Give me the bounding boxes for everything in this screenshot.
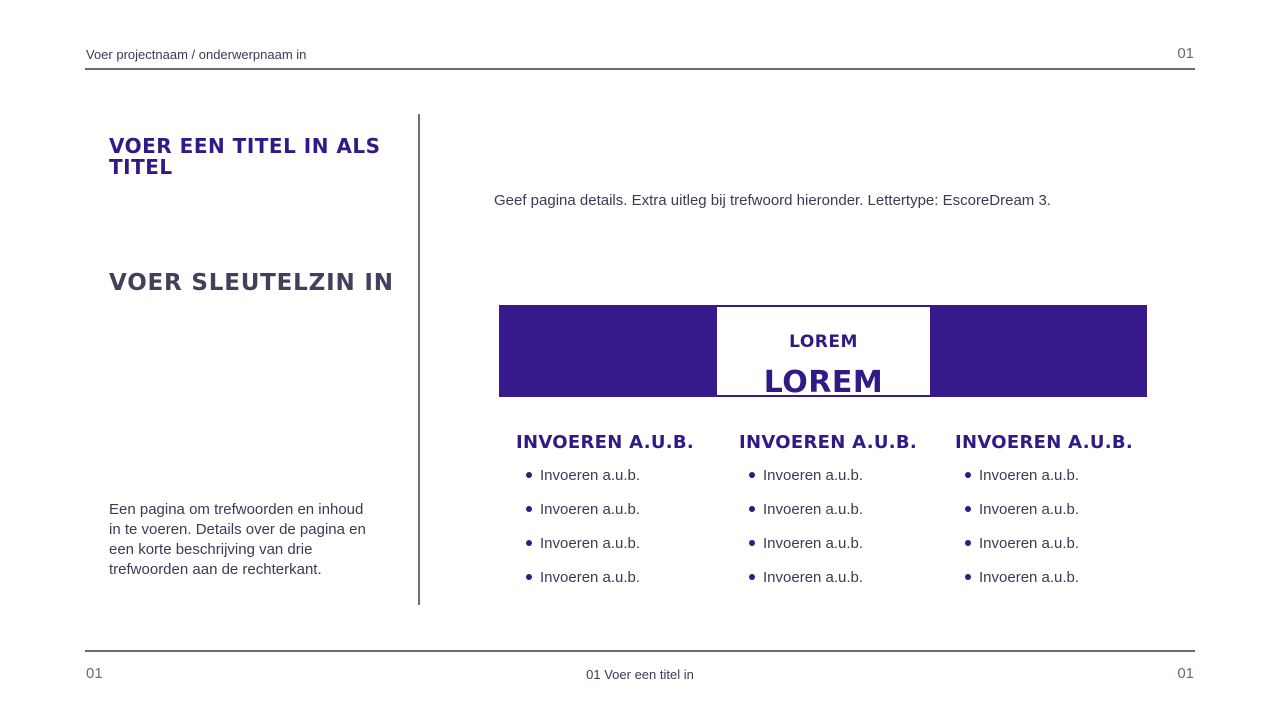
list-item: Invoeren a.u.b. <box>526 535 716 569</box>
column-heading: INVOEREN A.U.B. <box>955 432 1134 453</box>
bullet-list <box>749 467 939 603</box>
list-item: Invoeren a.u.b. <box>749 501 939 535</box>
page-description: Een pagina om trefwoorden en inhoud in te voeren. Details over de pagina en een korte beschrijving van drie trefwoorden aan de rechterkant. <box>109 501 366 578</box>
footer-page-number-left: 01 <box>86 665 103 682</box>
bullet-list <box>526 467 716 603</box>
vertical-divider <box>418 114 420 605</box>
list-item: Invoeren a.u.b. <box>965 569 1155 603</box>
list-item: Invoeren a.u.b. <box>749 467 939 501</box>
bottom-rule <box>85 650 1195 652</box>
project-name: Voer projectnaam / onderwerpnaam in <box>86 47 307 62</box>
keyword-column-2 <box>739 432 939 603</box>
list-item: Invoeren a.u.b. <box>526 501 716 535</box>
column-heading: INVOEREN A.U.B. <box>739 432 918 453</box>
list-item: Invoeren a.u.b. <box>749 569 939 603</box>
lorem-small-label: LOREM <box>789 332 858 352</box>
list-item: Invoeren a.u.b. <box>749 535 939 569</box>
column-heading: INVOEREN A.U.B. <box>516 432 695 453</box>
list-item: Invoeren a.u.b. <box>965 501 1155 535</box>
page-title: VOER EEN TITEL IN ALS TITEL <box>109 134 381 179</box>
page-number-top: 01 <box>1177 45 1194 62</box>
footer-page-number-right: 01 <box>1177 665 1194 682</box>
lorem-big-label: LOREM <box>763 365 884 400</box>
page-details: Geef pagina details. Extra uitleg bij trefwoord hieronder. Lettertype: EscoreDream 3. <box>494 192 1051 209</box>
keyword-column-1 <box>516 432 716 603</box>
list-item: Invoeren a.u.b. <box>965 535 1155 569</box>
list-item: Invoeren a.u.b. <box>965 467 1155 501</box>
key-phrase: VOER SLEUTELZIN IN <box>109 270 394 296</box>
top-rule <box>85 68 1195 70</box>
list-item: Invoeren a.u.b. <box>526 569 716 603</box>
bullet-list <box>965 467 1155 603</box>
list-item: Invoeren a.u.b. <box>526 467 716 501</box>
footer-title: 01 Voer een titel in <box>586 667 694 682</box>
keyword-column-3 <box>955 432 1155 603</box>
